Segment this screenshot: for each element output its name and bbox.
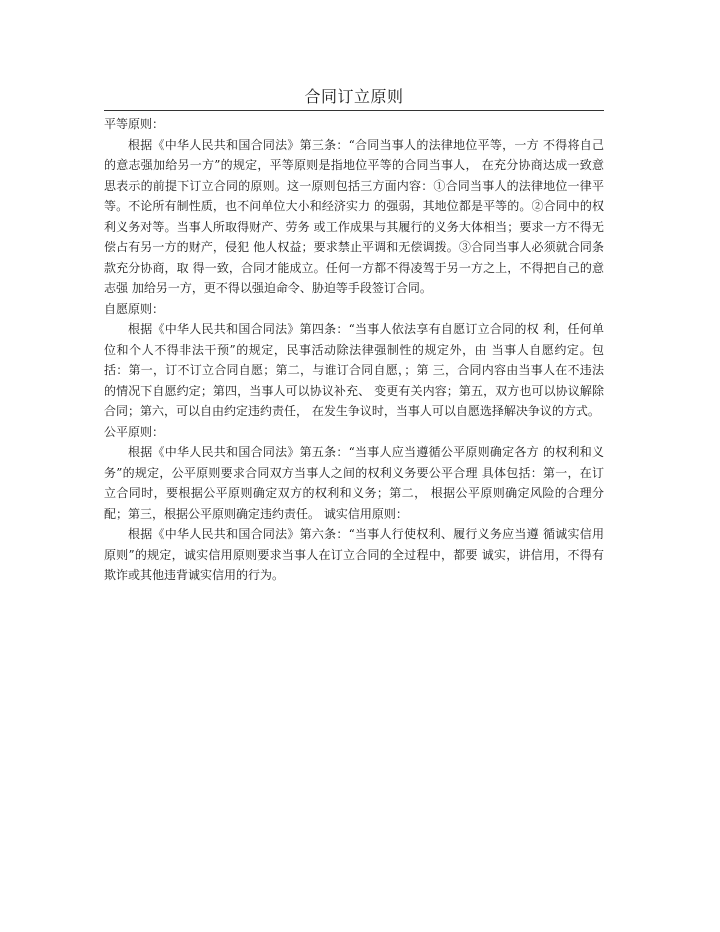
document-title: 合同订立原则 [304, 87, 404, 106]
section-text-fairness: 根据《中华人民共和国合同法》第五条：“当事人应当遵循公平原则确定各方 的权利和义务”的规定，公平原则要求合同双方当事人之间的权利义务要公平合理 具体包括：第一，在订立合同时，要根据公平原则确定双方的权利和义务；第二， 根据公平原则确定风险的合理分配；第三，根据公平原则确定违约责任。 诚实信用原则： [104, 445, 604, 521]
section-text-good-faith: 根据《中华人民共和国合同法》第六条：“当事人行使权利、履行义务应当遵 循诚实信用原则”的规定，诚实信用原则要求当事人在订立合同的全过程中，都要 诚实，讲信用，不得有欺诈或其他违背诚实信用的行为。 [104, 527, 604, 582]
section-heading-fairness: 公平原则： [104, 424, 165, 439]
section-text-voluntary: 根据《中华人民共和国合同法》第四条：“当事人依法享有自愿订立合同的权 利，任何单位和个人不得非法干预”的规定，民事活动除法律强制性的规定外，由 当事人自愿约定。包括：第一，订不订立合同自愿；第二，与谁订合同自愿，；第 三，合同内容由当事人在不违法的情况下自愿约定；第四，当事人可以协议补充、 变更有关内容；第五，双方也可以协议解除合同；第六，可以自由约定违约责任， 在发生争议时，当事人可以自愿选择解决争议的方式。 [104, 322, 604, 418]
section-heading-equality: 平等原则： [104, 117, 165, 131]
document-page [104, 86, 604, 586]
title-divider [104, 110, 604, 111]
section-text-equality: 根据《中华人民共和国合同法》第三条：“合同当事人的法律地位平等，一方 不得将自己的意志强加给另一方”的规定，平等原则是指地位平等的合同当事人， 在充分协商达成一致意思表示的前提下订立合同的原则。这一原则包括三方面内容：①合同当事人的法律地位一律平等。不论所有制性质，也不问单位大小和经济实力 的强弱，其地位都是平等的。②合同中的权利义务对等。当事人所取得财产、劳务 或工作成果与其履行的义务大体相当；要求一方不得无偿占有另一方的财产，侵犯 他人权益；要求禁止平调和无偿调拨。③合同当事人必须就合同条款充分协商，取 得一致，合同才能成立。任何一方都不得凌驾于另一方之上，不得把自己的意志强 加给另一方，更不得以强迫命令、胁迫等手段签订合同。 [104, 137, 604, 295]
section-heading-voluntary: 自愿原则： [104, 301, 165, 316]
